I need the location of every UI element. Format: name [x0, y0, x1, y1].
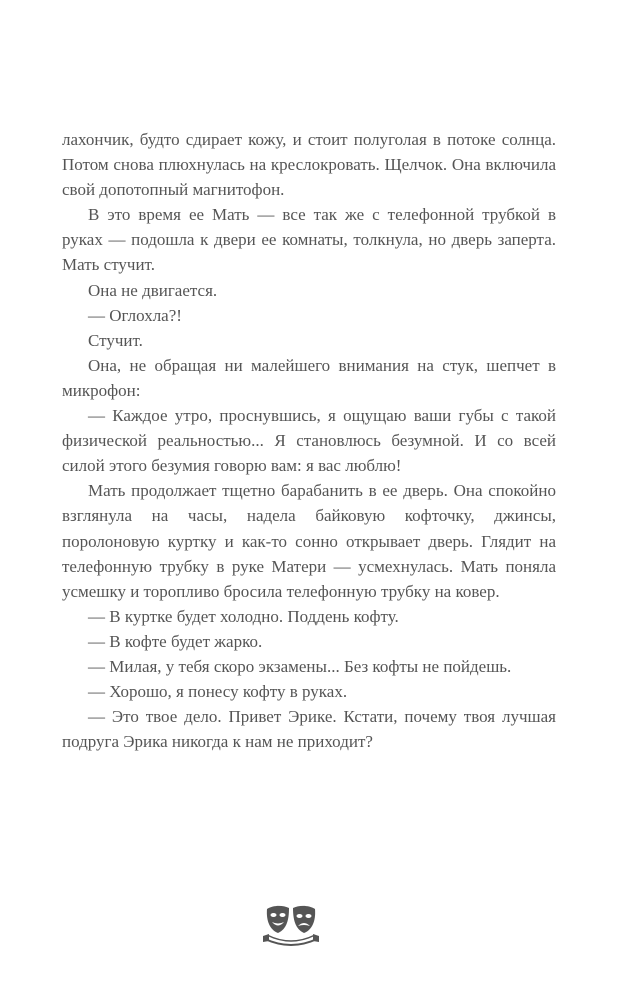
comedy-mask-icon: [267, 906, 289, 933]
paragraph: Она, не обращая ни малейшего внимания на стук, шепчет в микрофон:: [62, 355, 556, 400]
dialogue-line: — Каждое утро, проснувшись, я ощущаю ваши губы с такой физической реальностью... Я становлюсь безумной. И со всей силой этого безумия говорю вам: я вас люблю!: [62, 406, 556, 476]
paragraph: Она не двигается.: [88, 280, 218, 300]
dialogue-line: — Милая, у тебя скоро экзамены... Без кофты не пойдешь.: [88, 656, 512, 676]
paragraph: Мать продолжает тщетно барабанить в ее дверь. Она спокойно взглянула на часы, надела байковую кофточку, джинсы, поролоновую куртку и как-то сонно открывает дверь. Глядит на телефонную трубку в руке Матери — усмехнулась. Мать поняла усмешку и торопливо бросила телефонную трубку на ковер.: [62, 481, 556, 601]
ribbon-icon: [263, 934, 319, 945]
dialogue-line: — В кофте будет жарко.: [88, 631, 263, 651]
dialogue-line: — Это твое дело. Привет Эрике. Кстати, почему твоя лучшая подруга Эрика никогда к нам не приходит?: [62, 707, 556, 752]
dialogue-line: — Оглохла?!: [88, 305, 182, 325]
dialogue-line: — Хорошо, я понесу кофту в руках.: [88, 682, 348, 702]
body-text: [62, 127, 556, 754]
dialogue-line: — В куртке будет холодно. Поддень кофту.: [88, 606, 399, 626]
paragraph: Стучит.: [88, 330, 143, 350]
paragraph: лахончик, будто сдирает кожу, и стоит полуголая в потоке солнца. Потом снова плюхнулась на креслокровать. Щелчок. Она включила свой допотопный магнитофон.: [62, 130, 556, 200]
paragraph: В это время ее Мать — все так же с телефонной трубкой в руках — подошла к двери ее комнаты, толкнула, но дверь заперта. Мать стучит.: [62, 205, 556, 275]
tragedy-mask-icon: [293, 906, 315, 933]
theatre-masks-icon: [259, 903, 323, 953]
